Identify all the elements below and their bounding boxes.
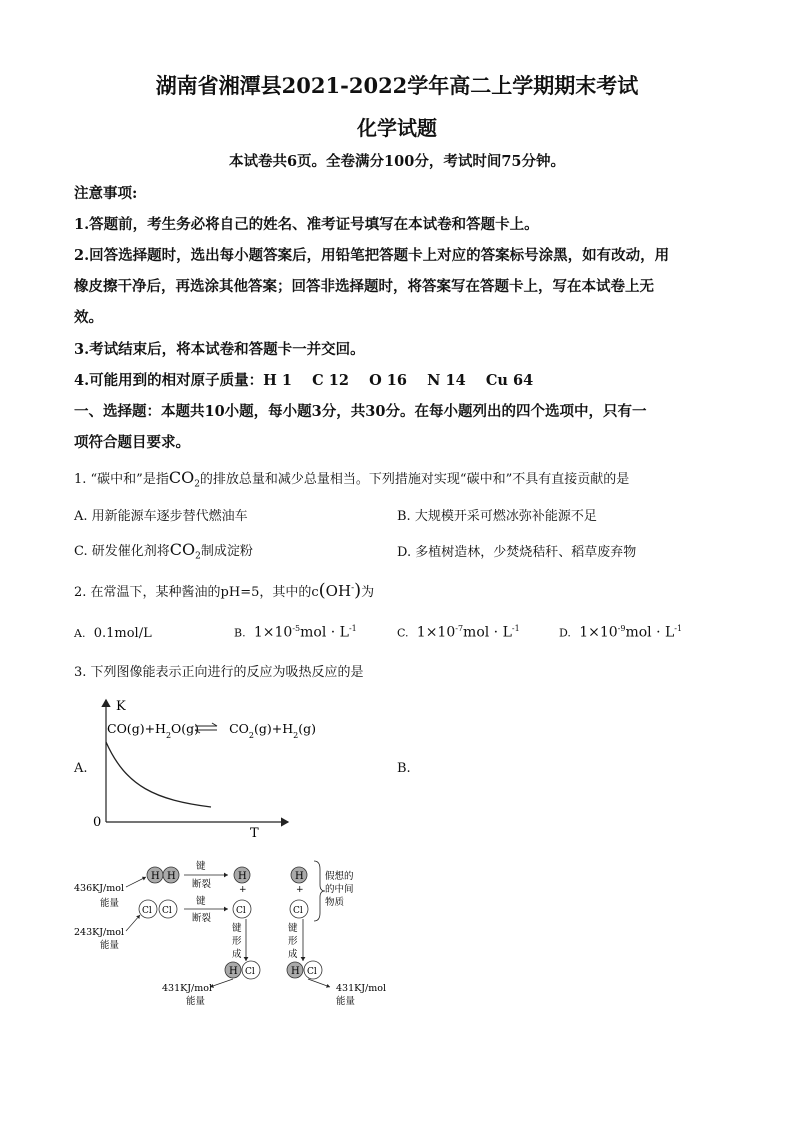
svg-text:Cl: Cl xyxy=(236,906,246,916)
notice-heading: 注意事项: xyxy=(74,185,138,202)
svg-text:H: H xyxy=(151,871,160,882)
notice-item-4: 4.可能用到的相对原子质量：H 1 C 12 O 16 N 14 Cu 64 xyxy=(74,372,534,389)
question-3-option-b-label[interactable]: B. xyxy=(397,761,411,776)
notice-item-1: 1.答题前，考生务必将自己的姓名、准考证号填写在本试卷和答题卡上。 xyxy=(74,216,539,233)
svg-text:Cl: Cl xyxy=(245,967,255,977)
svg-text:+: + xyxy=(239,885,247,895)
brace xyxy=(314,861,325,921)
svg-text:Cl: Cl xyxy=(293,906,303,916)
svg-text:能量: 能量 xyxy=(186,996,206,1007)
notice-item-2-line-1: 2.回答选择题时，选出每小题答案后，用铅笔把答题卡上对应的答案标号涂黑，如有改动，用 xyxy=(74,247,670,264)
question-1-option-c[interactable]: C. 研发催化剂将$CO_2$制成淀粉 xyxy=(74,540,253,562)
svg-text:断裂: 断裂 xyxy=(192,879,212,890)
svg-text:键: 键 xyxy=(232,923,242,934)
reaction-equation: $CO(g)+H_2O(g)$ $CO_2(g)+H_2(g)$ xyxy=(107,721,316,740)
question-2-stem: 2. 在常温下，某种酱油的pH=5，其中的c(OH-)为 xyxy=(74,580,375,601)
question-2-option-a[interactable]: A. 0.1mol/L xyxy=(74,626,152,641)
svg-text:形: 形 xyxy=(288,936,298,947)
svg-text:能量: 能量 xyxy=(100,940,120,951)
energy-arrow xyxy=(126,915,140,931)
section-heading-line-1: 一、选择题：本题共10小题，每小题3分，共30分。在每小题列出的四个选项中，只有一 xyxy=(74,403,647,420)
bond-energy-diagram xyxy=(68,855,398,1015)
page-subtitle: 化学试题 xyxy=(357,116,437,140)
question-1-option-a[interactable]: A. 用新能源车逐步替代燃油车 xyxy=(74,509,248,524)
x-axis-label: T xyxy=(250,826,259,841)
question-1-option-d[interactable]: D. 多植树造林，少焚烧秸秆、稻草废弃物 xyxy=(397,545,637,560)
svg-text:H: H xyxy=(291,966,300,977)
svg-text:键: 键 xyxy=(288,923,298,934)
svg-text:431KJ/mol: 431KJ/mol xyxy=(336,983,387,994)
question-2-option-c[interactable]: C. $1\times 10^{-7}mol \cdot L^{-1}$ xyxy=(397,624,520,641)
svg-text:H: H xyxy=(238,871,247,882)
exam-info: 本试卷共6页。全卷满分100分，考试时间75分钟。 xyxy=(228,153,566,170)
svg-text:H: H xyxy=(167,871,176,882)
notice-item-2-line-3: 效。 xyxy=(74,309,103,326)
svg-text:Cl: Cl xyxy=(162,906,172,916)
svg-text:H: H xyxy=(229,966,238,977)
question-3-stem: 3. 下列图像能表示正向进行的反应为吸热反应的是 xyxy=(74,665,364,680)
notice-item-3: 3.考试结束后，将本试卷和答题卡一并交回。 xyxy=(74,341,365,358)
svg-text:物质: 物质 xyxy=(325,897,345,908)
svg-text:能量: 能量 xyxy=(100,898,120,909)
svg-text:243KJ/mol: 243KJ/mol xyxy=(74,927,125,938)
question-2-option-b[interactable]: B. $1\times 10^{-5}mol \cdot L^{-1}$ xyxy=(234,624,357,641)
svg-text:+: + xyxy=(296,885,304,895)
svg-text:431KJ/mol: 431KJ/mol xyxy=(162,983,213,994)
energy-arrow xyxy=(308,979,330,987)
notice-item-2-line-2: 橡皮擦干净后，再选涂其他答案；回答非选择题时，将答案写在答题卡上，写在本试卷上无 xyxy=(74,278,654,295)
svg-text:Cl: Cl xyxy=(142,906,152,916)
y-axis-label: K xyxy=(116,699,126,714)
svg-text:436KJ/mol: 436KJ/mol xyxy=(74,883,125,894)
energy-arrow xyxy=(126,877,146,887)
svg-text:键: 键 xyxy=(196,896,206,907)
question-1-option-b[interactable]: B. 大规模开采可燃冰弥补能源不足 xyxy=(397,509,597,524)
svg-text:成: 成 xyxy=(288,949,298,960)
energy-arrow xyxy=(210,979,233,987)
svg-text:的中间: 的中间 xyxy=(325,884,354,895)
question-1-stem: 1. “碳中和”是指$CO_2$的排放总量和减少总量相当。下列措施对实现“碳中和”不具有直接贡献的是 xyxy=(74,468,630,490)
page-title: 湖南省湘潭县2021-2022学年高二上学期期末考试 xyxy=(155,73,639,98)
k-curve xyxy=(106,742,211,807)
svg-text:H: H xyxy=(295,871,304,882)
svg-text:成: 成 xyxy=(232,949,242,960)
origin-label: 0 xyxy=(93,815,102,830)
svg-text:能量: 能量 xyxy=(336,996,356,1007)
question-3-option-a-label[interactable]: A. xyxy=(74,761,88,776)
svg-text:形: 形 xyxy=(232,936,242,947)
svg-text:键: 键 xyxy=(196,861,206,872)
svg-text:断裂: 断裂 xyxy=(192,913,212,924)
graph-k-vs-t xyxy=(86,692,316,844)
section-heading-line-2: 项符合题目要求。 xyxy=(74,434,190,451)
question-2-option-d[interactable]: D. $1\times 10^{-9}mol \cdot L^{-1}$ xyxy=(559,624,683,641)
svg-text:假想的: 假想的 xyxy=(325,871,354,882)
svg-text:Cl: Cl xyxy=(307,967,317,977)
